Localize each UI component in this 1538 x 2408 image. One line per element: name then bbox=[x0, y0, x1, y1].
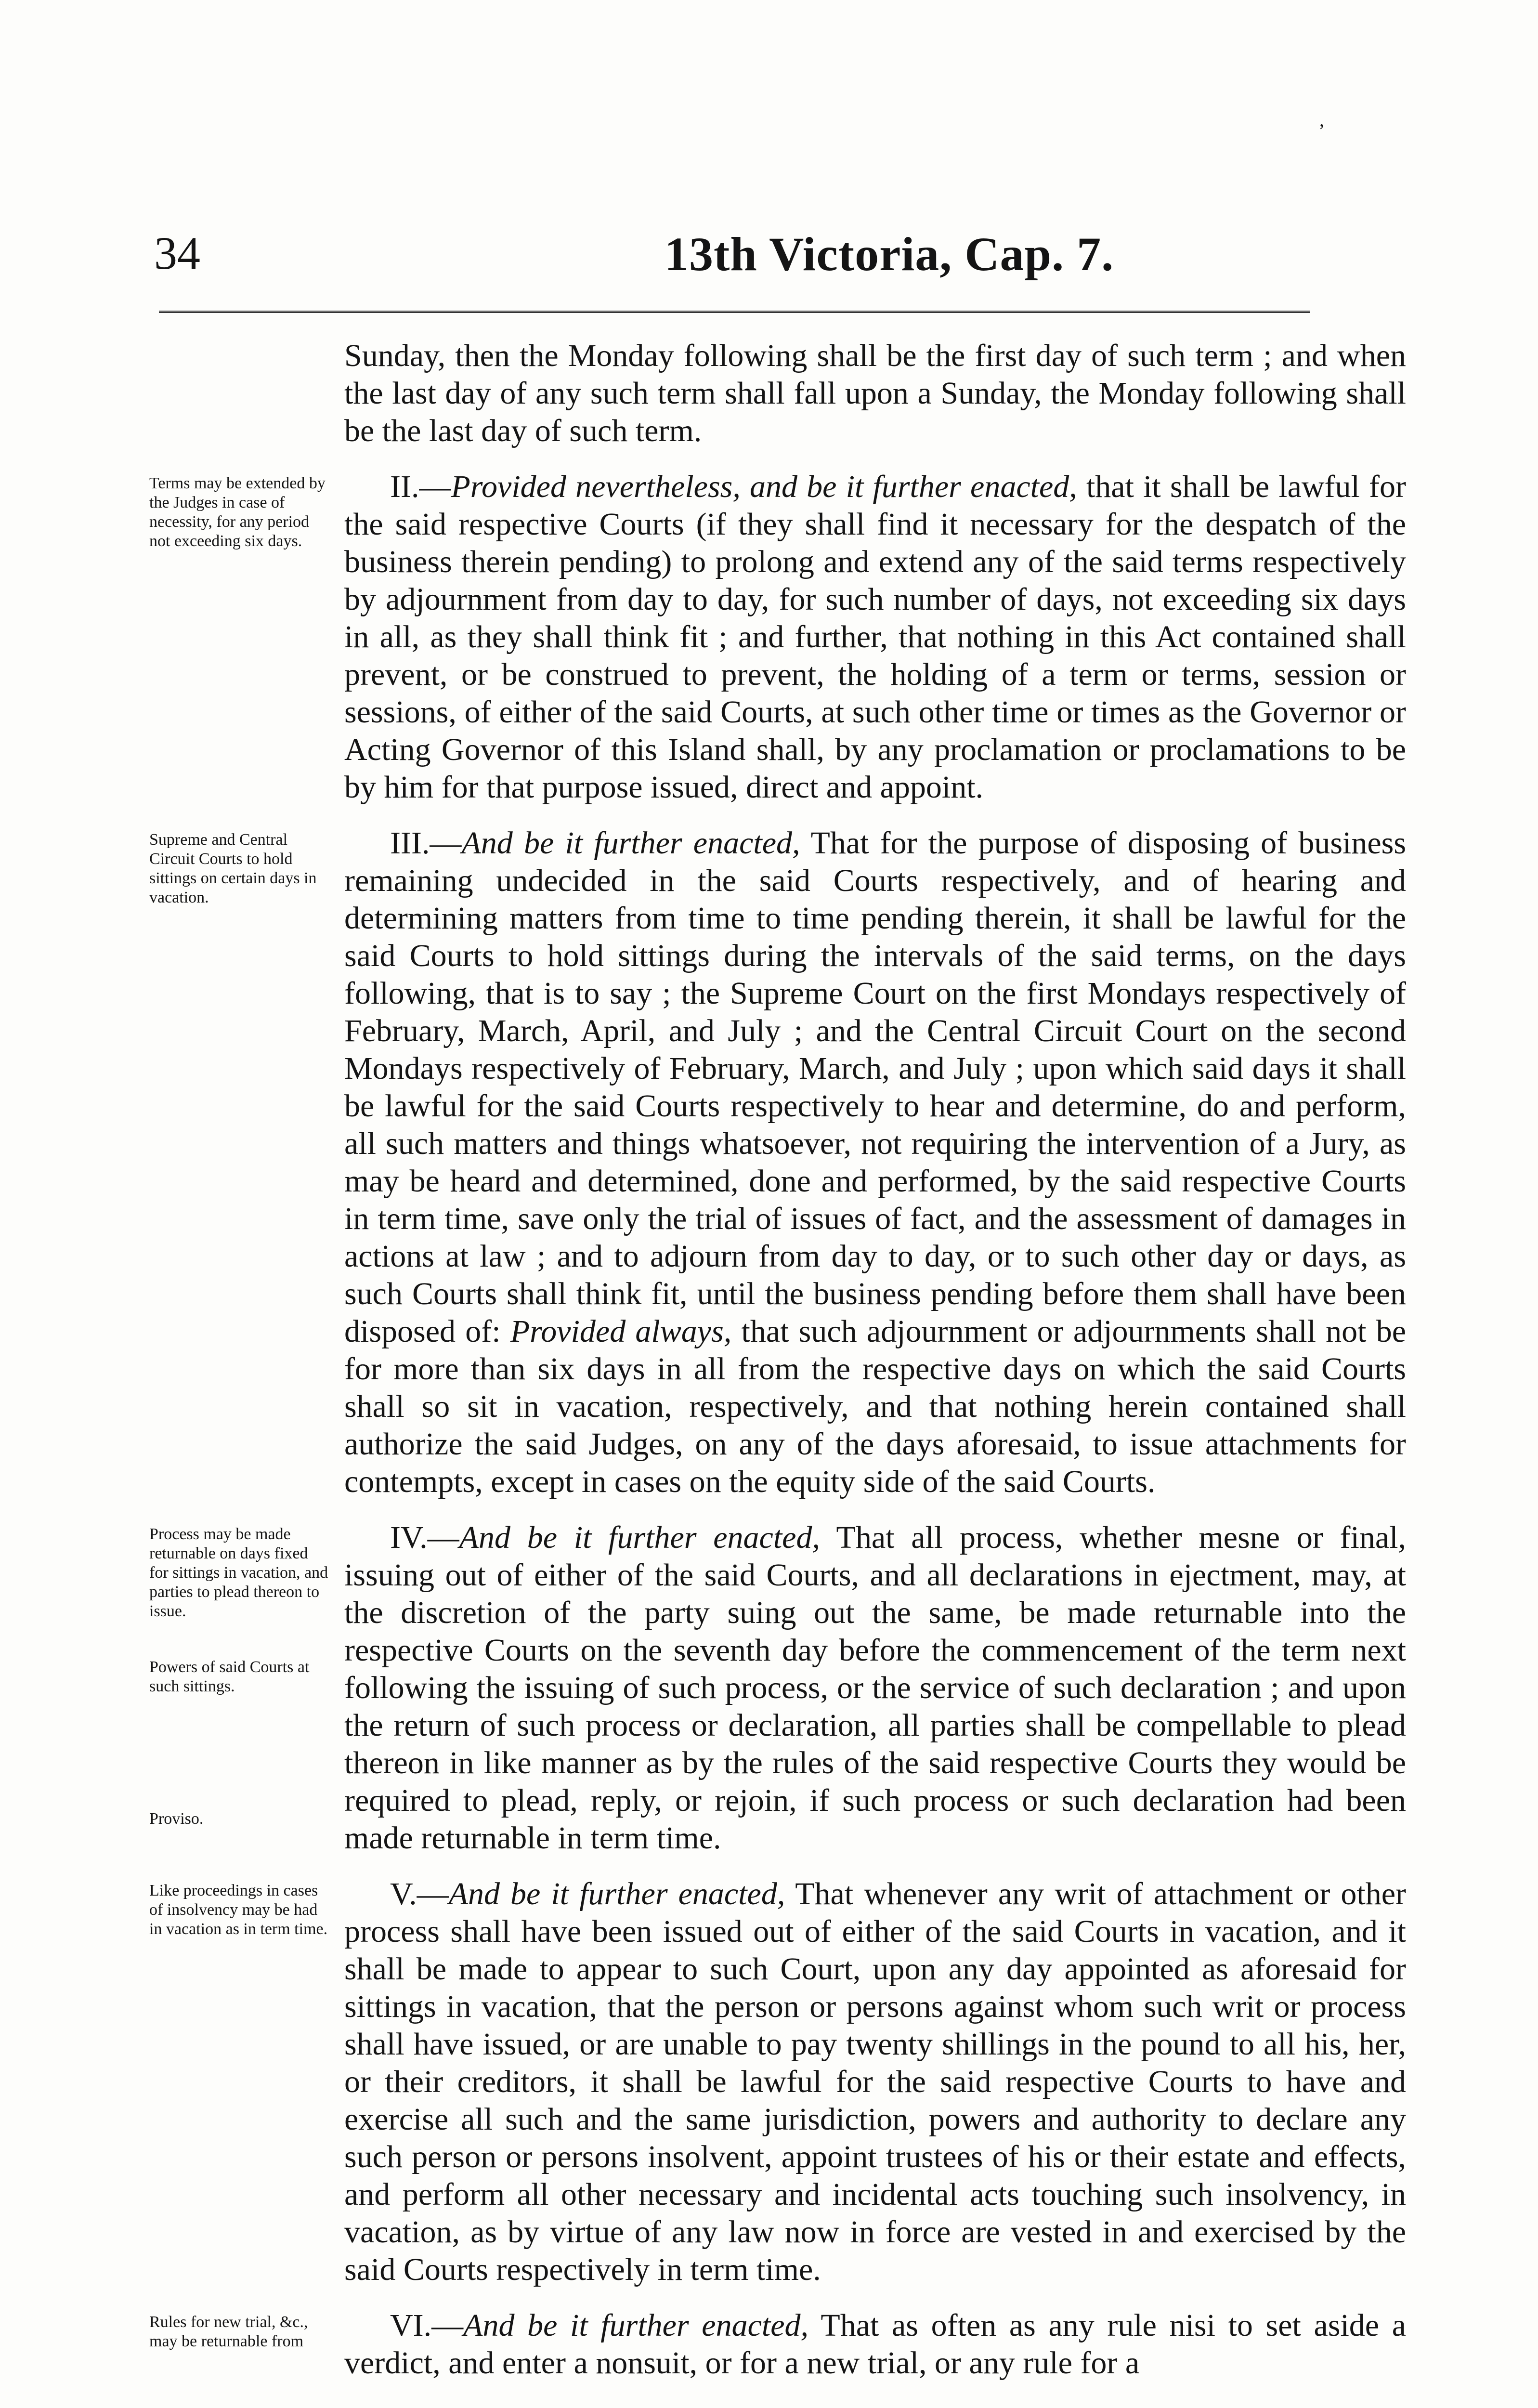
body-text bbox=[149, 337, 1407, 2382]
section-lead: And be it further enacted, bbox=[459, 1520, 820, 1555]
section-number: II.— bbox=[390, 469, 451, 504]
proviso-lead: Provided always, bbox=[510, 1314, 732, 1349]
document-page: , 34 13th Victoria, Cap. 7. Sunday, then the Monday following shall be the first day of such term ; and when the last day of any such term shall fall upon a Sunday, the Monday following shall be the last day of such term. Terms may be extended by the Judges in case of necessity, for any period not exceeding six days. II.—Provided nevertheless, and be it further enacted, that it shall be lawful for the said respective Courts (if they shall find it necessary for the despatch of the business therein pending) to prolong and extend any of the said terms respectively by adjournment from day to day, for such number of days, not exceeding six days in all, as they shall think fit ; and further, that nothing in this Act contained shall prevent, or be construed to prevent, the holding of a term or terms, session or sessions, of either of the said Courts, at such other time or times as the Governor or Acting Governor of this Island shall, by any proclamation or proclamations to be by him for that purpose issued, direct and appoint. Supreme and Central Circuit Courts to hold sittings on certain days in vacation. Powers of said Courts at such sittings. Proviso. III.—And be it further enacted, That for the purpose of disposing of business remaining undecided in the said Courts respectively, and of hearing and determining matters from time to time pending therein, it shall be lawful for the said Courts to hold sittings during the intervals of the said terms, on the days following, that is to say ; the Supreme Court on the first Mondays respectively of February, March, April, and July ; and the Central Circuit Court on the second Mondays respectively of February, March, and July ; upon which said days it shall be lawful for the said Courts respectively to hear and determine, do and perform, all such matters and things whatsoever, not requiring the intervention of a Jury, as may be heard and determined, done and performed, by the said respective Courts in term time, save only the trial of issues of fact, and the assessment of damages in actions at law ; and to adjourn from day to day, or to such other day or days, as such Courts shall think fit, until the business pending before them shall have been disposed of: Provided always, that such adjournment or adjournments shall not be for more than six days in all from the respective days on which the said Courts shall so sit in vacation, respectively, and that nothing herein contained shall authorize the said Judges, on any of the days aforesaid, to issue attachments for contempts, except in cases on the equity side of the said Courts. Process may be made returnable on days fixed for sittings in vacation, and parties to plead thereon to issue. IV.—And be it further enacted, That all process, whether mesne or final, issuing out of either of the said Courts, and all declarations in ejectment, may, at the discretion of the party suing out the same, be made returnable into the respective Courts on the seventh day before the commencement of the term next following the issuing of such process, or the service of such declaration ; and upon the return of such process or declaration, all parties shall be compellable to plead thereon in like manner as by the rules of the said respective Courts they would be required to plead, reply, or rejoin, if such process or such declaration had been made returnable in term time. Like proceedings in cases of insolvency may be had in vacation as in term time. V.—And be it further enacted, That whenever any writ of attachment or other process shall have been issued out of either of the said Courts in vacation, and it shall be made to appear to such Court, upon any day appointed as aforesaid for sittings in vacation, that the person or persons against whom such writ or process shall have issued, or are unable to pay twenty shillings in the pound to all his, her, or their creditors, it shall be lawful for the said respective Courts to have and exercise all such and the same jurisdiction, powers and authority to declare any such person or persons insolvent, appoint trustees of his or their estate and effects, and perform all other necessary and incidental acts touching such insolvency, in vacation, as by virtue of any law now in force are vested in and exercised by the said Courts respectively in term time. Rules for new trial, &c., may be returnable from VI.—And be it further enacted, That as often as any rule nisi to set aside a verdict, and enter a nonsuit, or for a new trial, or any rule for a bbox=[0, 0, 1538, 2408]
margin-note: Powers of said Courts at such sittings. bbox=[149, 1658, 310, 1695]
section-lead: And be it further enacted, bbox=[461, 825, 800, 861]
section-body: Sunday, then the Monday following shall be the first day of such term ; and when the last day of any such term shall fall upon a Sunday, the Monday following shall be the last day of such term. bbox=[344, 338, 1406, 448]
margin-note: Rules for new trial, &c., may be returnable from bbox=[149, 2313, 308, 2350]
section-body: That for the purpose of disposing of business remaining undecided in the said Courts respectively, and of hearing and determining matters from time to time pending therein, it shall be lawful for the said Courts to hold sittings during the intervals of the said terms, on the days following, that is to say ; the Supreme Court on the first Mondays respectively of February, March, April, and July ; and the Central Circuit Court on the second Mondays respectively of February, March, and July ; upon which said days it shall be lawful for the said Courts respectively to hear and determine, do and perform, all such matters and things whatsoever, not requiring the intervention of a Jury, as may be heard and determined, done and performed, by the said respective Courts in term time, save only the trial of issues of fact, and the assessment of damages in actions at law ; and to adjourn from day to day, or to such other day or days, as such Courts shall think fit, until the business pending before them shall have been disposed of: bbox=[344, 825, 1407, 1349]
section-6 bbox=[149, 2307, 1407, 2382]
section-body-continued: that such adjournment or adjournments shall not be for more than six days in all from the respective days on which the said Courts shall so sit in vacation, respectively, and that nothing herein contained shall authorize the said Judges, on any of the days aforesaid, to issue attachments for contempts, except in cases on the equity side of the said Courts. bbox=[344, 1314, 1407, 1499]
margin-note: Proviso. bbox=[149, 1810, 204, 1828]
section-number: VI.— bbox=[390, 2308, 464, 2343]
section-number: IV.— bbox=[390, 1520, 459, 1555]
margin-note: Supreme and Central Circuit Courts to hold sittings on certain days in vacation. bbox=[149, 831, 317, 906]
section-body: That as often as any rule nisi to set aside a verdict, and enter a nonsuit, or for a new trial, or any rule for a bbox=[344, 2308, 1407, 2381]
margin-note: Terms may be extended by the Judges in case of necessity, for any period not exceeding six days. bbox=[149, 474, 326, 550]
section-continuation bbox=[344, 337, 1406, 450]
section-5 bbox=[149, 1875, 1406, 2289]
section-body: that it shall be lawful for the said respective Courts (if they shall find it necessary for the despatch of the business therein pending) to prolong and extend any of the said terms respectively by adjournment from day to day, for such number of days, not exceeding six days in all, as they shall think fit ; and further, that nothing in this Act contained shall prevent, or be construed to prevent, the holding of a term or terms, session or sessions, of either of the said Courts, at such other time or times as the Governor or Acting Governor of this Island shall, by any proclamation or proclamations to be by him for that purpose issued, direct and appoint. bbox=[344, 469, 1407, 805]
margin-note: Process may be made returnable on days fixed for sittings in vacation, and parties to plead thereon to issue. bbox=[149, 1525, 328, 1620]
section-number: III.— bbox=[390, 825, 462, 861]
section-number: V.— bbox=[390, 1876, 449, 1911]
section-lead: Provided nevertheless, and be it further enacted, bbox=[451, 469, 1077, 504]
section-lead: And be it further enacted, bbox=[463, 2308, 808, 2343]
section-body: That all process, whether mesne or final, issuing out of either of the said Courts, and all declarations in ejectment, may, at the discretion of the party suing out the same, be made returnable into the respective Courts on the seventh day before the commencement of the term next following the issuing of such process, or the service of such declaration ; and upon the return of such process or declaration, all parties shall be compellable to plead thereon in like manner as by the rules of the said respective Courts they would be required to plead, reply, or rejoin, if such process or such declaration had been made returnable in term time. bbox=[344, 1520, 1406, 1856]
section-body: That whenever any writ of attachment or other process shall have been issued out of either of the said Courts in vacation, and it shall be made to appear to such Court, upon any day appointed as aforesaid for sittings in vacation, that the person or persons against whom such writ or process shall have issued, or are unable to pay twenty shillings in the pound to all his, her, or their creditors, it shall be lawful for the said respective Courts to have and exercise all such and the same jurisdiction, powers and authority to declare any such person or persons insolvent, appoint trustees of his or their estate and effects, and perform all other necessary and incidental acts touching such insolvency, in vacation, as by virtue of any law now in force are vested in and exercised by the said Courts respectively in term time. bbox=[344, 1876, 1406, 2287]
margin-note: Like proceedings in cases of insolvency may be had in vacation as in term time. bbox=[149, 1882, 328, 1938]
header-rule bbox=[159, 311, 1310, 313]
section-2 bbox=[149, 468, 1407, 806]
running-title: 13th Victoria, Cap. 7. bbox=[665, 227, 1114, 281]
section-lead: And be it further enacted, bbox=[448, 1876, 785, 1911]
page-number: 34 bbox=[154, 227, 200, 279]
